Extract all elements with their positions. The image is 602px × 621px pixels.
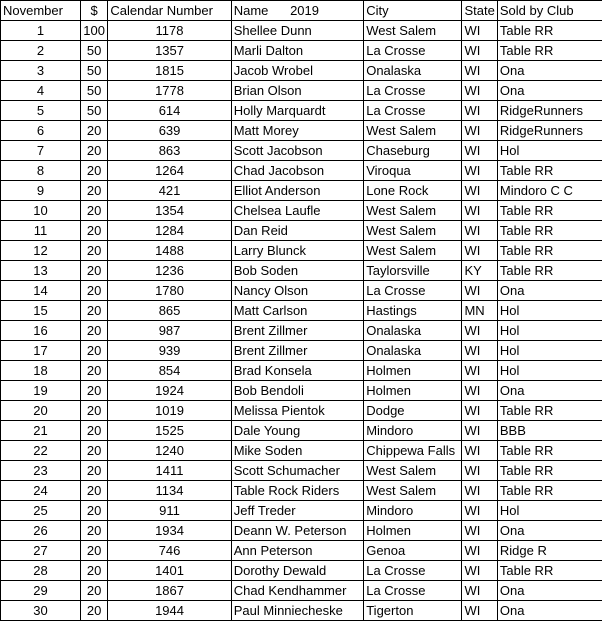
header-november[interactable]: November <box>1 1 81 21</box>
november-cell[interactable]: 13 <box>1 261 81 281</box>
city-cell[interactable]: Onalaska <box>364 321 462 341</box>
table-row <box>1 261 602 281</box>
november-cell[interactable]: 10 <box>1 201 81 221</box>
november-cell[interactable]: 19 <box>1 381 81 401</box>
city-cell[interactable]: Dodge <box>364 401 462 421</box>
sold-by-club-cell[interactable]: Ona <box>497 521 602 541</box>
name-cell[interactable]: Chelsea Laufle <box>231 201 364 221</box>
city-cell[interactable]: La Crosse <box>364 581 462 601</box>
header-sold-by-club[interactable]: Sold by Club <box>497 1 602 21</box>
state-cell[interactable]: WI <box>462 561 497 581</box>
table-row <box>1 481 602 501</box>
calendar-number-cell[interactable]: 1525 <box>108 421 231 441</box>
city-cell[interactable]: Hastings <box>364 301 462 321</box>
table-row <box>1 81 602 101</box>
sold-by-club-cell[interactable]: Table RR <box>497 41 602 61</box>
state-cell[interactable]: WI <box>462 541 497 561</box>
calendar-number-cell[interactable]: 1411 <box>108 461 231 481</box>
sold-by-club-cell[interactable]: Ona <box>497 61 602 81</box>
header-amount[interactable]: $ <box>80 1 107 21</box>
name-cell[interactable]: Dale Young <box>231 421 364 441</box>
amount-cell[interactable]: 20 <box>80 541 107 561</box>
state-cell[interactable]: WI <box>462 241 497 261</box>
city-cell[interactable]: La Crosse <box>364 101 462 121</box>
sold-by-club-cell[interactable]: Hol <box>497 141 602 161</box>
amount-cell[interactable]: 20 <box>80 321 107 341</box>
state-cell[interactable]: WI <box>462 341 497 361</box>
november-cell[interactable]: 15 <box>1 301 81 321</box>
sold-by-club-cell[interactable]: Ona <box>497 601 602 621</box>
name-cell[interactable]: Deann W. Peterson <box>231 521 364 541</box>
calendar-number-cell[interactable]: 1357 <box>108 41 231 61</box>
table-row <box>1 221 602 241</box>
city-cell[interactable]: West Salem <box>364 461 462 481</box>
table-row <box>1 61 602 81</box>
november-cell[interactable]: 27 <box>1 541 81 561</box>
state-cell[interactable]: WI <box>462 81 497 101</box>
table-row <box>1 521 602 541</box>
calendar-number-cell[interactable]: 1934 <box>108 521 231 541</box>
name-cell[interactable]: Chad Kendhammer <box>231 581 364 601</box>
amount-cell[interactable]: 20 <box>80 361 107 381</box>
state-cell[interactable]: WI <box>462 21 497 41</box>
calendar-number-cell[interactable]: 1924 <box>108 381 231 401</box>
header-row <box>1 1 602 21</box>
sold-by-club-cell[interactable]: Hol <box>497 501 602 521</box>
city-cell[interactable]: Holmen <box>364 381 462 401</box>
sold-by-club-cell[interactable]: Table RR <box>497 401 602 421</box>
city-cell[interactable]: Viroqua <box>364 161 462 181</box>
november-cell[interactable]: 11 <box>1 221 81 241</box>
name-cell[interactable]: Nancy Olson <box>231 281 364 301</box>
state-cell[interactable]: WI <box>462 41 497 61</box>
calendar-number-cell[interactable]: 1401 <box>108 561 231 581</box>
calendar-number-cell[interactable]: 1867 <box>108 581 231 601</box>
amount-cell[interactable]: 20 <box>80 421 107 441</box>
november-cell[interactable]: 7 <box>1 141 81 161</box>
calendar-number-cell[interactable]: 939 <box>108 341 231 361</box>
calendar-number-cell[interactable]: 1236 <box>108 261 231 281</box>
calendar-number-cell[interactable]: 1240 <box>108 441 231 461</box>
november-cell[interactable]: 20 <box>1 401 81 421</box>
state-cell[interactable]: WI <box>462 441 497 461</box>
amount-cell[interactable]: 20 <box>80 341 107 361</box>
sold-by-club-cell[interactable]: Table RR <box>497 201 602 221</box>
name-cell[interactable]: Larry Blunck <box>231 241 364 261</box>
name-cell[interactable]: Scott Schumacher <box>231 461 364 481</box>
table-body <box>1 21 602 621</box>
amount-cell[interactable]: 20 <box>80 501 107 521</box>
table-row <box>1 601 602 621</box>
november-cell[interactable]: 2 <box>1 41 81 61</box>
city-cell[interactable]: West Salem <box>364 121 462 141</box>
calendar-number-cell[interactable]: 746 <box>108 541 231 561</box>
state-cell[interactable]: WI <box>462 601 497 621</box>
table-row <box>1 281 602 301</box>
name-cell[interactable]: Brian Olson <box>231 81 364 101</box>
table-row <box>1 301 602 321</box>
table-row <box>1 121 602 141</box>
name-cell[interactable]: Dan Reid <box>231 221 364 241</box>
table-row <box>1 421 602 441</box>
table-row <box>1 401 602 421</box>
calendar-number-cell[interactable]: 614 <box>108 101 231 121</box>
name-cell[interactable]: Chad Jacobson <box>231 161 364 181</box>
calendar-number-cell[interactable]: 1178 <box>108 21 231 41</box>
city-cell[interactable]: Onalaska <box>364 341 462 361</box>
city-cell[interactable]: Genoa <box>364 541 462 561</box>
state-cell[interactable]: WI <box>462 521 497 541</box>
name-cell[interactable]: Scott Jacobson <box>231 141 364 161</box>
state-cell[interactable]: WI <box>462 221 497 241</box>
sold-by-club-cell[interactable]: Ona <box>497 81 602 101</box>
name-cell[interactable]: Bob Soden <box>231 261 364 281</box>
city-cell[interactable]: Holmen <box>364 361 462 381</box>
sold-by-club-cell[interactable]: Table RR <box>497 241 602 261</box>
amount-cell[interactable]: 20 <box>80 141 107 161</box>
sold-by-club-cell[interactable]: Ridge R <box>497 541 602 561</box>
calendar-number-cell[interactable]: 865 <box>108 301 231 321</box>
table-row <box>1 101 602 121</box>
sold-by-club-cell[interactable]: Table RR <box>497 561 602 581</box>
sold-by-club-cell[interactable]: Table RR <box>497 481 602 501</box>
amount-cell[interactable]: 50 <box>80 41 107 61</box>
state-cell[interactable]: KY <box>462 261 497 281</box>
state-cell[interactable]: WI <box>462 101 497 121</box>
header-name[interactable]: Name 2019 <box>231 1 364 21</box>
amount-cell[interactable]: 20 <box>80 381 107 401</box>
sold-by-club-cell[interactable]: Hol <box>497 341 602 361</box>
city-cell[interactable]: Chippewa Falls <box>364 441 462 461</box>
state-cell[interactable]: WI <box>462 461 497 481</box>
name-cell[interactable]: Elliot Anderson <box>231 181 364 201</box>
calendar-number-cell[interactable]: 911 <box>108 501 231 521</box>
table-row <box>1 341 602 361</box>
calendar-number-cell[interactable]: 1778 <box>108 81 231 101</box>
november-cell[interactable]: 4 <box>1 81 81 101</box>
name-cell[interactable]: Brent Zillmer <box>231 341 364 361</box>
state-cell[interactable]: WI <box>462 61 497 81</box>
november-cell[interactable]: 22 <box>1 441 81 461</box>
amount-cell[interactable]: 20 <box>80 181 107 201</box>
november-cell[interactable]: 21 <box>1 421 81 441</box>
name-cell[interactable]: Table Rock Riders <box>231 481 364 501</box>
city-cell[interactable]: Mindoro <box>364 501 462 521</box>
amount-cell[interactable]: 20 <box>80 201 107 221</box>
november-cell[interactable]: 24 <box>1 481 81 501</box>
city-cell[interactable]: Holmen <box>364 521 462 541</box>
amount-cell[interactable]: 20 <box>80 521 107 541</box>
amount-cell[interactable]: 20 <box>80 481 107 501</box>
name-cell[interactable]: Melissa Pientok <box>231 401 364 421</box>
table-row <box>1 501 602 521</box>
sold-by-club-cell[interactable]: Table RR <box>497 461 602 481</box>
table-row <box>1 581 602 601</box>
sold-by-club-cell[interactable]: Table RR <box>497 21 602 41</box>
calendar-number-cell[interactable]: 1780 <box>108 281 231 301</box>
state-cell[interactable]: WI <box>462 581 497 601</box>
table-row <box>1 141 602 161</box>
november-cell[interactable]: 3 <box>1 61 81 81</box>
amount-cell[interactable]: 50 <box>80 101 107 121</box>
state-cell[interactable]: WI <box>462 181 497 201</box>
table-row <box>1 181 602 201</box>
city-cell[interactable]: Tigerton <box>364 601 462 621</box>
table-row <box>1 561 602 581</box>
calendar-number-cell[interactable]: 987 <box>108 321 231 341</box>
city-cell[interactable]: Chaseburg <box>364 141 462 161</box>
sold-by-club-cell[interactable]: RidgeRunners <box>497 101 602 121</box>
city-cell[interactable]: La Crosse <box>364 41 462 61</box>
calendar-number-cell[interactable]: 1815 <box>108 61 231 81</box>
amount-cell[interactable]: 20 <box>80 461 107 481</box>
name-cell[interactable]: Jacob Wrobel <box>231 61 364 81</box>
state-cell[interactable]: WI <box>462 401 497 421</box>
amount-cell[interactable]: 50 <box>80 81 107 101</box>
state-cell[interactable]: WI <box>462 161 497 181</box>
name-cell[interactable]: Matt Morey <box>231 121 364 141</box>
november-cell[interactable]: 30 <box>1 601 81 621</box>
table-row <box>1 461 602 481</box>
state-cell[interactable]: WI <box>462 481 497 501</box>
november-cell[interactable]: 26 <box>1 521 81 541</box>
sold-by-club-cell[interactable]: Hol <box>497 321 602 341</box>
amount-cell[interactable]: 20 <box>80 561 107 581</box>
november-cell[interactable]: 29 <box>1 581 81 601</box>
calendar-number-cell[interactable]: 639 <box>108 121 231 141</box>
state-cell[interactable]: WI <box>462 421 497 441</box>
state-cell[interactable]: WI <box>462 121 497 141</box>
state-cell[interactable]: MN <box>462 301 497 321</box>
city-cell[interactable]: West Salem <box>364 481 462 501</box>
table-row <box>1 161 602 181</box>
amount-cell[interactable]: 20 <box>80 401 107 421</box>
calendar-number-cell[interactable]: 1019 <box>108 401 231 421</box>
state-cell[interactable]: WI <box>462 501 497 521</box>
november-cell[interactable]: 9 <box>1 181 81 201</box>
november-cell[interactable]: 14 <box>1 281 81 301</box>
sold-by-club-cell[interactable]: Table RR <box>497 161 602 181</box>
name-cell[interactable]: Brad Konsela <box>231 361 364 381</box>
sold-by-club-cell[interactable]: Ona <box>497 381 602 401</box>
calendar-number-cell[interactable]: 421 <box>108 181 231 201</box>
november-cell[interactable]: 12 <box>1 241 81 261</box>
table-row <box>1 441 602 461</box>
name-cell[interactable]: Marli Dalton <box>231 41 364 61</box>
november-cell[interactable]: 1 <box>1 21 81 41</box>
november-cell[interactable]: 17 <box>1 341 81 361</box>
city-cell[interactable]: Mindoro <box>364 421 462 441</box>
amount-cell[interactable]: 20 <box>80 581 107 601</box>
november-cell[interactable]: 28 <box>1 561 81 581</box>
city-cell[interactable]: West Salem <box>364 221 462 241</box>
header-calendar-number[interactable]: Calendar Number <box>108 1 231 21</box>
sold-by-club-cell[interactable]: Table RR <box>497 261 602 281</box>
name-cell[interactable]: Dorothy Dewald <box>231 561 364 581</box>
calendar-number-cell[interactable]: 1944 <box>108 601 231 621</box>
sold-by-club-cell[interactable]: Hol <box>497 361 602 381</box>
november-cell[interactable]: 25 <box>1 501 81 521</box>
calendar-number-cell[interactable]: 1264 <box>108 161 231 181</box>
state-cell[interactable]: WI <box>462 281 497 301</box>
name-cell[interactable]: Jeff Treder <box>231 501 364 521</box>
city-cell[interactable]: Lone Rock <box>364 181 462 201</box>
state-cell[interactable]: WI <box>462 141 497 161</box>
table-row <box>1 41 602 61</box>
state-cell[interactable]: WI <box>462 201 497 221</box>
state-cell[interactable]: WI <box>462 321 497 341</box>
amount-cell[interactable]: 50 <box>80 61 107 81</box>
city-cell[interactable]: Onalaska <box>364 61 462 81</box>
header-city[interactable]: City <box>364 1 462 21</box>
amount-cell[interactable]: 100 <box>80 21 107 41</box>
city-cell[interactable]: West Salem <box>364 21 462 41</box>
november-cell[interactable]: 8 <box>1 161 81 181</box>
calendar-number-cell[interactable]: 1134 <box>108 481 231 501</box>
amount-cell[interactable]: 20 <box>80 241 107 261</box>
city-cell[interactable]: West Salem <box>364 201 462 221</box>
calendar-number-cell[interactable]: 854 <box>108 361 231 381</box>
sold-by-club-cell[interactable]: Ona <box>497 581 602 601</box>
name-cell[interactable]: Mike Soden <box>231 441 364 461</box>
city-cell[interactable]: La Crosse <box>364 81 462 101</box>
sold-by-club-cell[interactable]: Table RR <box>497 441 602 461</box>
calendar-number-cell[interactable]: 1354 <box>108 201 231 221</box>
city-cell[interactable]: La Crosse <box>364 561 462 581</box>
name-cell[interactable]: Paul Minniecheske <box>231 601 364 621</box>
name-cell[interactable]: Brent Zillmer <box>231 321 364 341</box>
sold-by-club-cell[interactable]: BBB <box>497 421 602 441</box>
calendar-number-cell[interactable]: 863 <box>108 141 231 161</box>
name-cell[interactable]: Holly Marquardt <box>231 101 364 121</box>
amount-cell[interactable]: 20 <box>80 161 107 181</box>
table-row <box>1 201 602 221</box>
table-row <box>1 241 602 261</box>
amount-cell[interactable]: 20 <box>80 221 107 241</box>
calendar-number-cell[interactable]: 1284 <box>108 221 231 241</box>
name-cell[interactable]: Shellee Dunn <box>231 21 364 41</box>
amount-cell[interactable]: 20 <box>80 601 107 621</box>
name-cell[interactable]: Bob Bendoli <box>231 381 364 401</box>
sold-by-club-cell[interactable]: Hol <box>497 301 602 321</box>
table-row <box>1 361 602 381</box>
sold-by-club-cell[interactable]: Ona <box>497 281 602 301</box>
amount-cell[interactable]: 20 <box>80 281 107 301</box>
name-cell[interactable]: Matt Carlson <box>231 301 364 321</box>
city-cell[interactable]: La Crosse <box>364 281 462 301</box>
amount-cell[interactable]: 20 <box>80 121 107 141</box>
november-cell[interactable]: 5 <box>1 101 81 121</box>
sold-by-club-cell[interactable]: RidgeRunners <box>497 121 602 141</box>
table-row <box>1 541 602 561</box>
sold-by-club-cell[interactable]: Table RR <box>497 221 602 241</box>
table-row <box>1 381 602 401</box>
november-cell[interactable]: 16 <box>1 321 81 341</box>
name-cell[interactable]: Ann Peterson <box>231 541 364 561</box>
november-cell[interactable]: 6 <box>1 121 81 141</box>
state-cell[interactable]: WI <box>462 361 497 381</box>
sold-by-club-cell[interactable]: Mindoro C C <box>497 181 602 201</box>
header-state[interactable]: State <box>462 1 497 21</box>
city-cell[interactable]: Taylorsville <box>364 261 462 281</box>
table-row <box>1 21 602 41</box>
amount-cell[interactable]: 20 <box>80 261 107 281</box>
table-row <box>1 321 602 341</box>
city-cell[interactable]: West Salem <box>364 241 462 261</box>
november-cell[interactable]: 18 <box>1 361 81 381</box>
november-cell[interactable]: 23 <box>1 461 81 481</box>
state-cell[interactable]: WI <box>462 381 497 401</box>
amount-cell[interactable]: 20 <box>80 301 107 321</box>
amount-cell[interactable]: 20 <box>80 441 107 461</box>
calendar-number-cell[interactable]: 1488 <box>108 241 231 261</box>
